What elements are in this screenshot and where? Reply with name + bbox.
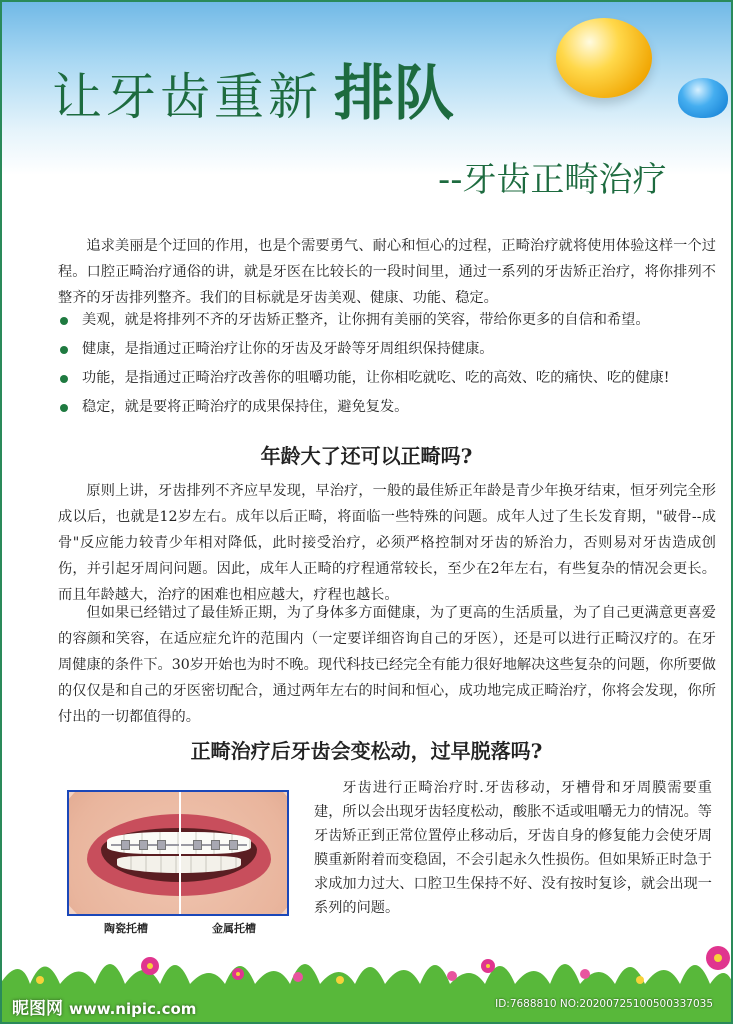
title-part-1: 让牙齿重新: [52, 68, 322, 126]
ceramic-bracket: [139, 840, 148, 850]
bullet-dot-icon: [60, 404, 68, 412]
title-part-2: 排队: [334, 59, 454, 129]
goal-item-aesthetics: 美观，就是将排列不齐的牙齿矫正整齐，让你拥有美丽的笑容，带给你更多的自信和希望。: [58, 306, 723, 335]
bullet-dot-icon: [60, 375, 68, 383]
caption-metal: 金属托槽: [212, 922, 256, 935]
age-paragraph-1: 原则上讲，牙齿排列不齐应早发现，早治疗，一般的最佳矫正年龄是青少年换牙结束，恒牙列完全形成以后，也就是12岁左右。成年以后正畸，将面临一些特殊的问题。成年人过了生长发育期，"破骨--成骨"反应能力较青少年相对降低，此时接受治疗，必须严格控制对牙齿的矫治力，否则易对牙齿造成创伤，并引起牙周问问题。因此，成年人正畸的疗程通常较长，至少在2年左右，有些复杂的情况会更长。而且年龄越大，治疗的困难也相应越大，疗程也越长。: [58, 483, 716, 603]
section-heading-loosening: 正畸治疗后牙齿会变松动，过早脱落吗?: [190, 739, 543, 763]
ceramic-bracket: [157, 840, 166, 850]
metal-bracket: [211, 840, 220, 850]
page-subtitle: --牙齿正畸治疗: [438, 160, 667, 200]
watermark: [12, 994, 196, 1019]
goal-item-health: 健康，是指通过正畸治疗让你的牙齿及牙龄等牙周组织保持健康。: [58, 335, 723, 364]
age-paragraph-2: 但如果已经错过了最佳矫正期，为了身体多方面健康，为了更高的生活质量，为了自己更满意更喜爱的容颜和笑容，在适应症允许的范围内（一定要详细咨询自己的牙医），还是可以进行正畸汉疗的。在牙周健康的条件下。30岁开始也为时不晚。现代科技已经完全有能力很好地解决这些复杂的问题，你所要做的仅仅是和自己的牙医密切配合，通过两年左右的时间和恒心，成功地完成正畸治疗，你将会发现，你所付出的一切都值得的。: [58, 605, 716, 725]
bullet-dot-icon: [60, 317, 68, 325]
metal-bracket: [229, 840, 238, 850]
photo-divider: [179, 792, 181, 914]
watermark-site: www.nipic.com: [69, 1000, 197, 1018]
bullet-dot-icon: [60, 346, 68, 354]
yellow-orb-decoration: [556, 18, 652, 98]
goal-list: [58, 306, 723, 422]
goal-item-function: 功能，是指通过正畸治疗改善你的咀嚼功能，让你相吃就吃、吃的高效、吃的痛快、吃的健康!: [58, 364, 723, 393]
goal-item-stability: 稳定，就是要将正畸治疗的成果保持住，避免复发。: [58, 393, 723, 422]
ceramic-bracket: [121, 840, 130, 850]
section-heading-age: 年龄大了还可以正畸吗?: [260, 444, 473, 468]
intro-paragraph: 追求美丽是个迂回的作用，也是个需要勇气、耐心和恒心的过程，正畸治疗就将使用体验这样一个过程。口腔正畸治疗通俗的讲，就是牙医在比较长的一段时间里，通过一系列的牙齿矫正治疗，将你排列不整齐的牙齿排列整齐。我们的目标就是牙齿美观、健康、功能、稳定。: [58, 238, 716, 306]
image-id: ID:7688810 NO:20200725100500337035: [495, 998, 713, 1010]
caption-ceramic: 陶瓷托槽: [104, 922, 148, 935]
loosening-paragraph: 牙齿进行正畸治疗时.牙齿移动，牙槽骨和牙周膜需要重建，所以会出现牙齿轻度松动，酸胀不适或咀嚼无力的情况。等牙齿矫正到正常位置停止移动后，牙齿自身的修复能力会使牙周膜重新附着而变稳固，不会引起永久性损伤。但如果矫正时急于求成加力过大、口腔卫生保持不好、没有按时复诊，就会出现一系列的问题。: [314, 780, 712, 916]
watermark-logo: 昵图网: [12, 999, 63, 1019]
page-title: [52, 46, 454, 132]
metal-bracket: [193, 840, 202, 850]
blue-orb-decoration: [678, 78, 728, 118]
braces-photo: [67, 790, 289, 916]
